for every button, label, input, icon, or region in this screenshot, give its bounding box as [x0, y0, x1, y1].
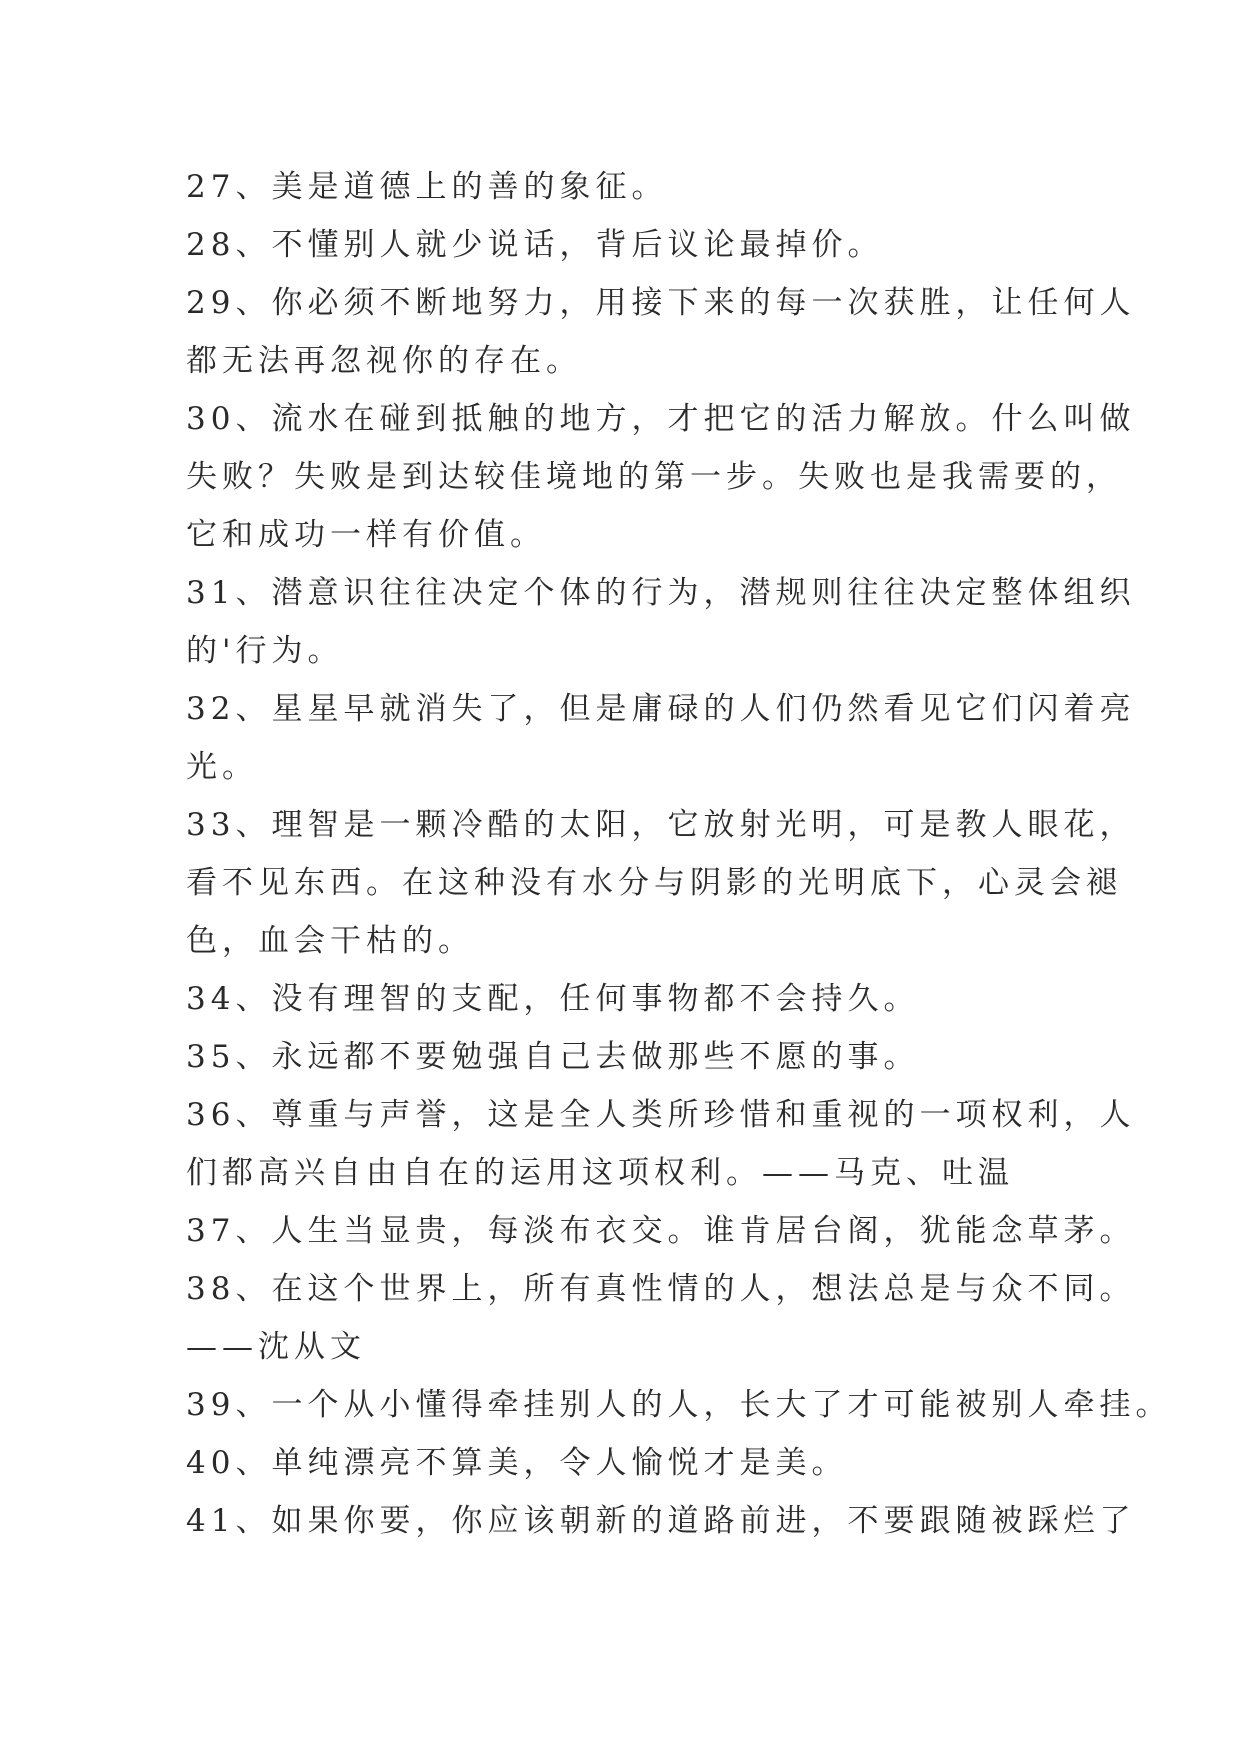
text-line: 28、不懂别人就少说话，背后议论最掉价。	[186, 227, 884, 263]
text-line: 35、永远都不要勉强自己去做那些不愿的事。	[186, 1039, 920, 1075]
text-line: 37、人生当显贵，每淡布衣交。谁肯居台阁，犹能念草茅。	[186, 1213, 1136, 1249]
text-line: 31、潜意识往往决定个体的行为，潜规则往往决定整体组织	[186, 575, 1136, 611]
text-line: 30、流水在碰到抵触的地方，才把它的活力解放。什么叫做	[186, 401, 1136, 437]
text-line: 36、尊重与声誉，这是全人类所珍惜和重视的一项权利，人	[186, 1097, 1136, 1133]
text-line: 33、理智是一颗冷酷的太阳，它放射光明，可是教人眼花，	[186, 807, 1136, 843]
text-line: 看不见东西。在这种没有水分与阴影的光明底下，心灵会褪	[186, 865, 1122, 901]
text-line: 32、星星早就消失了，但是庸碌的人们仍然看见它们闪着亮	[186, 691, 1136, 727]
quote-list	[186, 158, 1172, 1550]
text-line: 38、在这个世界上，所有真性情的人，想法总是与众不同。	[186, 1271, 1136, 1307]
text-line: 39、一个从小懂得牵挂别人的人，长大了才可能被别人牵挂。	[186, 1387, 1172, 1423]
text-line: 的'行为。	[186, 633, 344, 669]
text-line: 失败？失败是到达较佳境地的第一步。失败也是我需要的，	[186, 459, 1122, 495]
text-line: 们都高兴自由自在的运用这项权利。——马克、吐温	[186, 1155, 1014, 1191]
text-line: 光。	[186, 749, 258, 785]
text-line: 都无法再忽视你的存在。	[186, 343, 582, 379]
text-line: 40、单纯漂亮不算美，令人愉悦才是美。	[186, 1445, 848, 1481]
text-line: 27、美是道德上的善的象征。	[186, 169, 668, 205]
text-line: 29、你必须不断地努力，用接下来的每一次获胜，让任何人	[186, 285, 1136, 321]
text-line: 34、没有理智的支配，任何事物都不会持久。	[186, 981, 920, 1017]
text-line: ——沈从文	[186, 1329, 366, 1365]
text-line: 41、如果你要，你应该朝新的道路前进，不要跟随被踩烂了	[186, 1503, 1136, 1539]
text-line: 色，血会干枯的。	[186, 923, 474, 959]
text-line: 它和成功一样有价值。	[186, 517, 546, 553]
